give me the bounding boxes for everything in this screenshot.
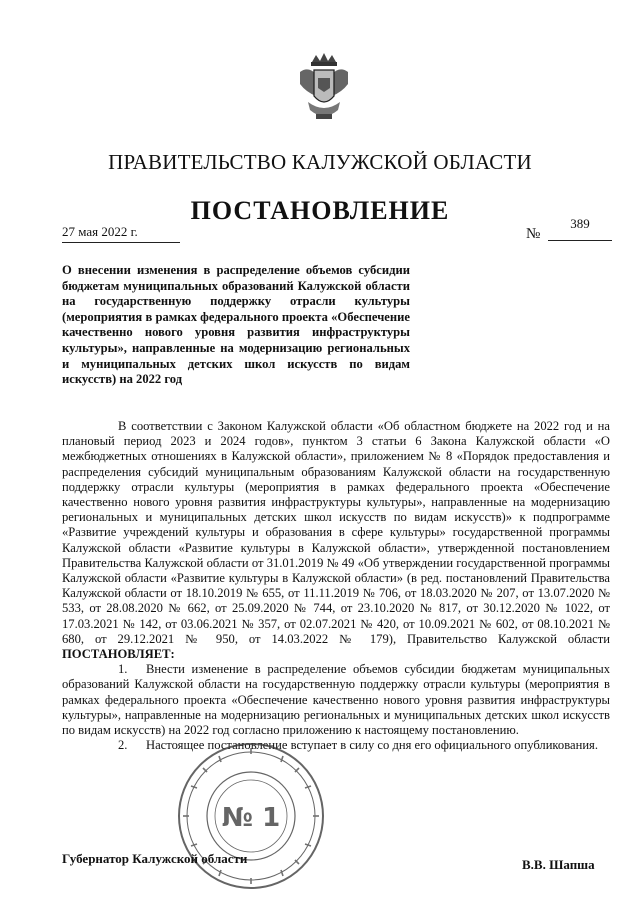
seal-center-text: № 1 <box>221 803 281 833</box>
list-item-number: 2. <box>118 738 128 753</box>
kaluga-coat-of-arms-icon <box>294 52 354 124</box>
list-item <box>62 662 610 738</box>
signatory-position: Губернатор Калужской области <box>62 851 248 866</box>
number-value: 389 <box>548 216 612 241</box>
list-item-text: Настоящее постановление вступает в силу со дня его официального опубликования. <box>146 738 599 753</box>
list-item-text: Внести изменение в распределение объемов субсидии бюджетам муниципальных образований Калужской области на государственную поддержку отрасли культуры (мероприятия в рамках федерального проекта «Обеспечение качественно нового уровня развития инфраструктуры культуры», направленные на модернизацию региональных и муниципальных детских школ искусств по видам искусств) на 2022 год согласно приложению к настоящему постановлению. <box>62 662 610 738</box>
document-type-heading: ПОСТАНОВЛЕНИЕ <box>190 196 450 225</box>
document-body <box>62 419 610 753</box>
list-item <box>62 738 610 753</box>
organization-title: ПРАВИТЕЛЬСТВО КАЛУЖСКОЙ ОБЛАСТИ <box>108 150 532 174</box>
list-item-number: 1. <box>118 662 128 677</box>
document-subject: О внесении изменения в распределение объемов субсидии бюджетам муниципальных образований Калужской области на государственную поддержку отрасли культуры (мероприятия в рамках федерального проекта «Обеспечение качественно нового уровня развития инфраструктуры культуры», направленные на модернизацию региональных и муниципальных детских школ искусств по видам искусств) на 2022 год <box>62 263 410 387</box>
preamble-text: В соответствии с Законом Калужской области «Об областном бюджете на 2022 год и на плановый период 2023 и 2024 годов», пунктом 3 статьи 6 Закона Калужской области «О межбюджетных отношениях в Калужской области», приложением № 8 «Порядок предоставления и распределения субсидий муниципальным образованиям Калужской области на государственную поддержку отрасли культуры (мероприятия в рамках федерального проекта «Обеспечение качественно нового уровня развития инфраструктуры культуры», направленные на модернизацию региональных и муниципальных детских школ искусств по видам искусств)» к подпрограмме «Развитие учреждений культуры и образования в сфере культуры» государственной программы Калужской области «Развитие культуры в Калужской области», утвержденной постановлением Правительства Калужской области от 31.01.2019 № 49 «Об утверждении государственной программы Калужской области «Развитие культуры в Калужской области» (в ред. постановлений Правительства Калужской области от 18.10.2019 № 655, от 11.11.2019 № 706, от 18.03.2020 № 207, от 13.07.2020 № 533, от 28.08.2020 № 662, от 25.09.2020 № 744, от 23.10.2020 № 817, от 30.12.2020 № 1022, от 17.03.2021 № 142, от 03.06.2021 № 357, от 02.07.2021 № 420, от 10.09.2021 № 602, от 08.10.2021 № 680, от 29.12.2021 № 950, от 14.03.2022 № 179), Правительство Калужской области <box>62 419 610 646</box>
round-official-seal-icon <box>175 740 327 892</box>
number-label: № <box>526 226 541 242</box>
signatory-name: В.В. Шапша <box>522 857 595 872</box>
document-date: 27 мая 2022 г. <box>62 224 180 243</box>
decree-word: ПОСТАНОВЛЯЕТ: <box>62 647 175 662</box>
preamble-paragraph <box>62 419 610 662</box>
